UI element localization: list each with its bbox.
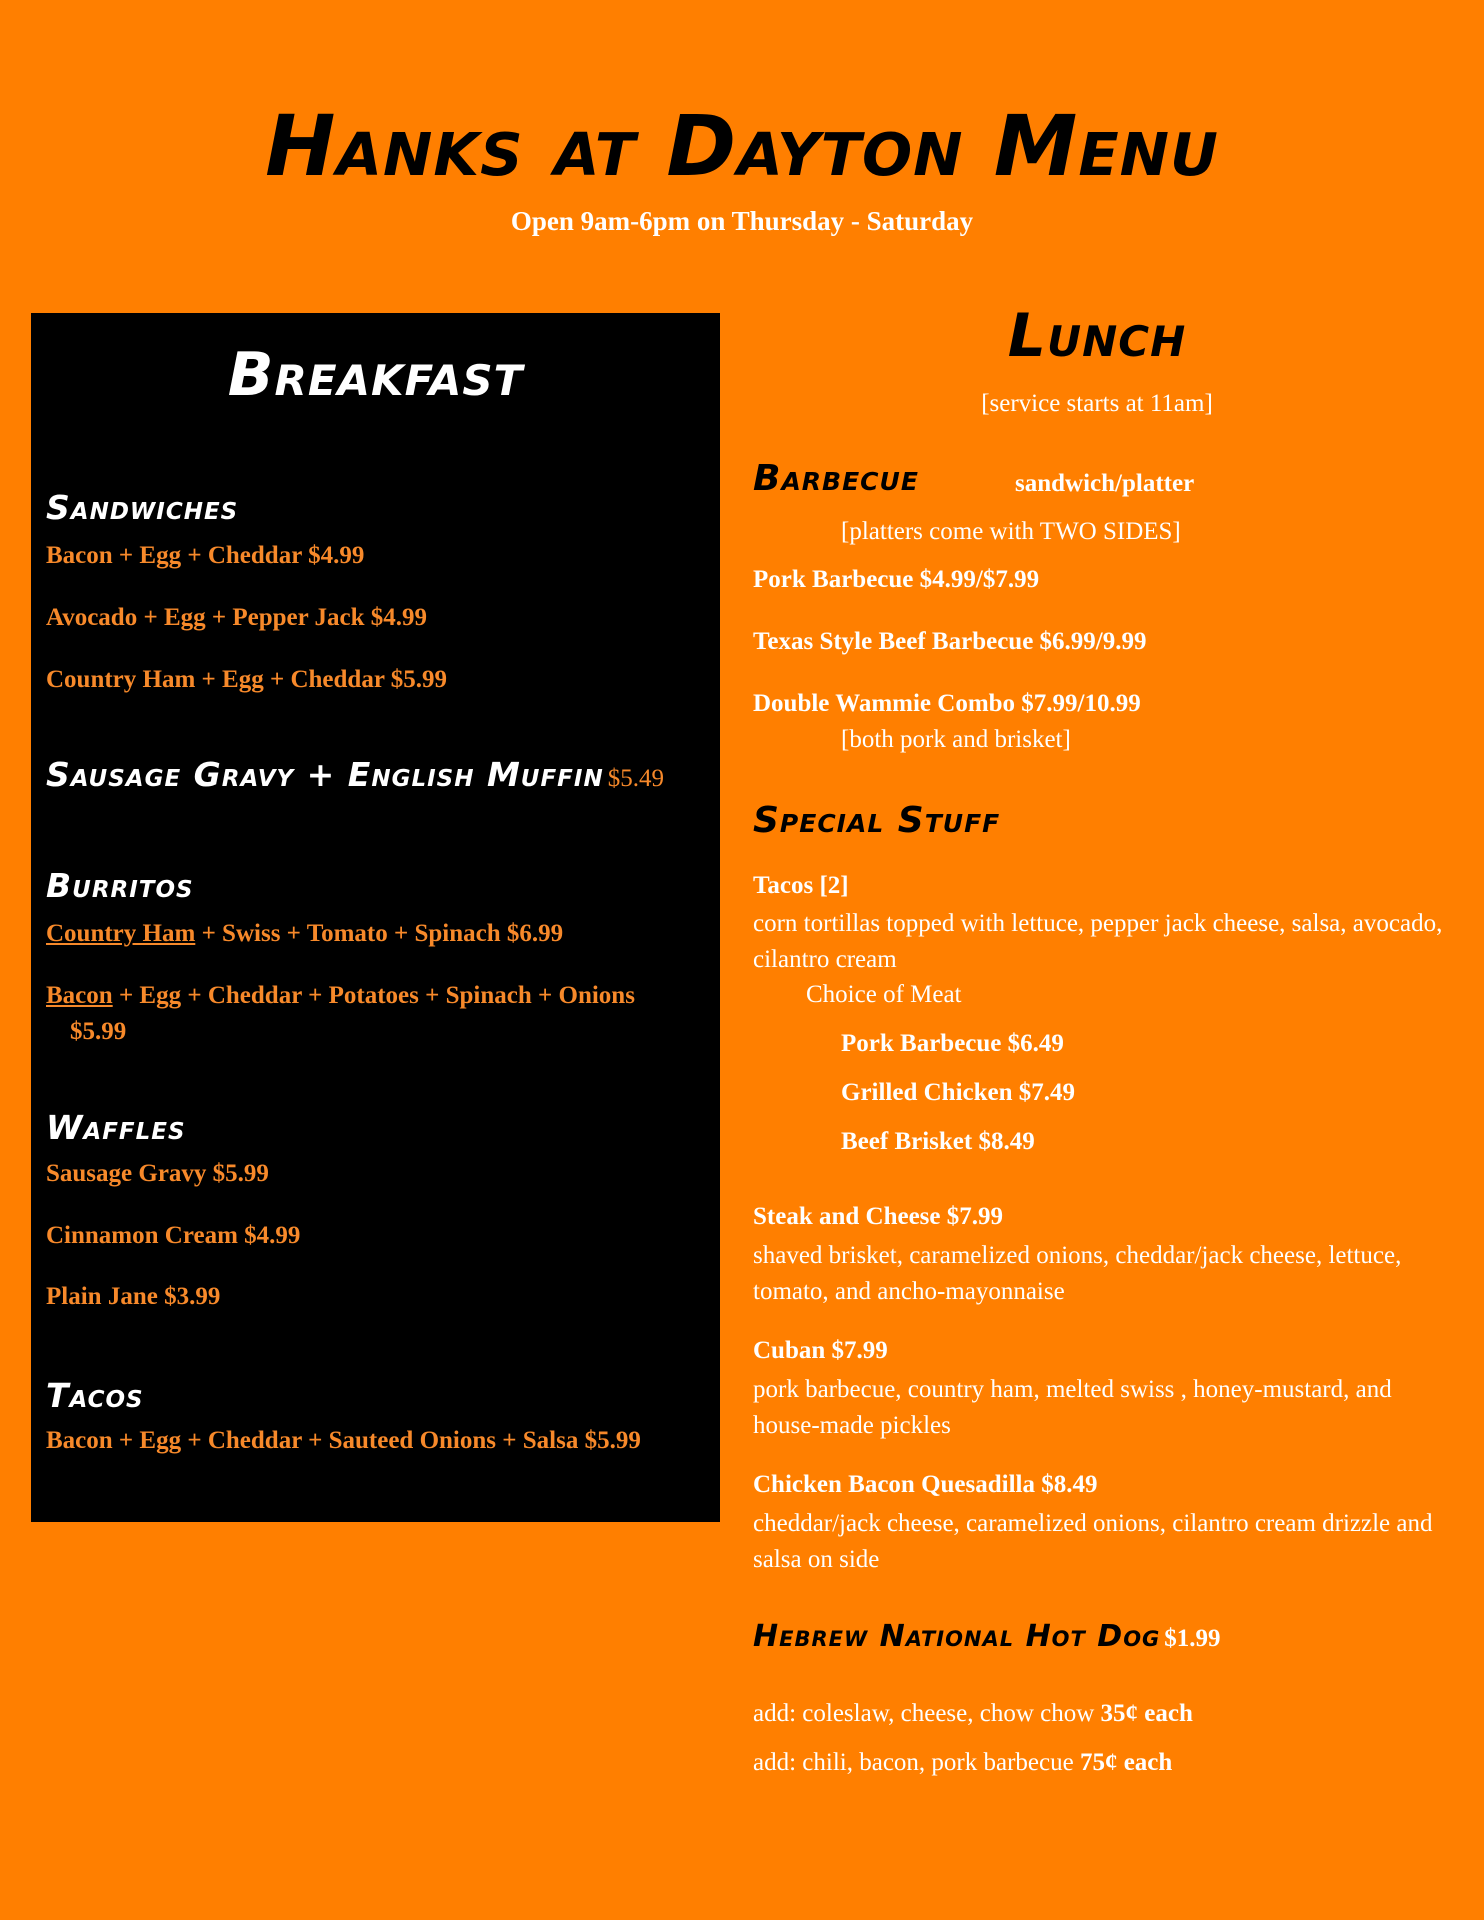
choice-label: Choice of Meat — [806, 981, 962, 1008]
barbecue-note: [platters come with TWO SIDES] — [841, 518, 1181, 545]
sandwich-item: Country Ham + Egg + Cheddar $5.99 — [46, 666, 447, 693]
combo-note: [both pork and brisket] — [841, 726, 1071, 753]
burrito-rest: + Swiss + Tomato + Spinach $6.99 — [195, 920, 564, 947]
addon-price: 75¢ each — [1079, 1749, 1173, 1776]
burrito-item — [46, 978, 635, 1014]
addon-line — [753, 1700, 1193, 1728]
burrito-price: $5.99 — [70, 1018, 127, 1045]
hotdog-price: $1.99 — [1164, 1625, 1221, 1652]
hotdog-heading: Hebrew National Hot Dog — [753, 1619, 1161, 1654]
burrito-meat: Country Ham — [46, 920, 196, 947]
page-title: Hanks at Dayton Menu — [265, 97, 1219, 195]
barbecue-subheading: sandwich/platter — [1015, 470, 1195, 497]
page-subtitle: Open 9am-6pm on Thursday - Saturday — [510, 206, 974, 236]
burrito-rest: + Egg + Cheddar + Potatoes + Spinach + Onions — [112, 982, 635, 1009]
burrito-item — [46, 916, 563, 952]
gravy-line — [46, 755, 664, 794]
addon-text: add: coleslaw, cheese, chow chow — [753, 1700, 1101, 1727]
addon-line — [753, 1749, 1172, 1777]
lunch-note: [service starts at 11am] — [981, 390, 1213, 417]
waffle-item: Sausage Gravy $5.99 — [46, 1160, 269, 1187]
burritos-heading: Burritos — [46, 866, 194, 905]
cuban-title: Cuban $7.99 — [753, 1337, 888, 1364]
sandwiches-heading: Sandwiches — [46, 488, 239, 527]
sandwich-item: Bacon + Egg + Cheddar $4.99 — [46, 542, 365, 569]
tacos-title: Tacos [2] — [753, 872, 849, 899]
barbecue-item: Double Wammie Combo $7.99/10.99 — [753, 690, 1141, 717]
waffle-item: Cinnamon Cream $4.99 — [46, 1222, 301, 1249]
barbecue-heading: Barbecue — [753, 458, 919, 499]
barbecue-item: Pork Barbecue $4.99/$7.99 — [753, 566, 1040, 593]
meat-option: Grilled Chicken $7.49 — [841, 1079, 1076, 1106]
steak-title: Steak and Cheese $7.99 — [753, 1203, 1004, 1230]
tacos-description: corn tortillas topped with lettuce, pepper jack cheese, salsa, avocado, cilantro cream — [753, 910, 1443, 973]
waffles-heading: Waffles — [46, 1108, 186, 1147]
sandwich-item: Avocado + Egg + Pepper Jack $4.99 — [46, 604, 428, 631]
barbecue-item: Texas Style Beef Barbecue $6.99/9.99 — [753, 628, 1147, 655]
cuban-description: pork barbecue, country ham, melted swiss , honey-mustard, and house-made pickles — [753, 1376, 1392, 1439]
hotdog-line — [753, 1619, 1221, 1654]
burrito-meat: Bacon — [46, 982, 113, 1009]
quesadilla-description: cheddar/jack cheese, caramelized onions, cilantro cream drizzle and salsa on side — [753, 1510, 1433, 1573]
meat-option: Beef Brisket $8.49 — [841, 1128, 1035, 1155]
lunch-title: Lunch — [1007, 301, 1187, 371]
gravy-price: $5.49 — [607, 765, 664, 792]
breakfast-panel — [31, 313, 720, 1522]
breakfast-title: Breakfast — [227, 340, 524, 410]
addon-price: 35¢ each — [1100, 1700, 1193, 1727]
taco-item: Bacon + Egg + Cheddar + Sauteed Onions + Salsa $5.99 — [46, 1427, 641, 1454]
waffle-item: Plain Jane $3.99 — [46, 1283, 221, 1310]
tacos-heading: Tacos — [46, 1376, 144, 1415]
quesadilla-title: Chicken Bacon Quesadilla $8.49 — [753, 1471, 1098, 1498]
meat-option: Pork Barbecue $6.49 — [841, 1030, 1064, 1057]
addon-text: add: chili, bacon, pork barbecue — [753, 1749, 1080, 1776]
special-heading: Special Stuff — [753, 800, 1001, 841]
steak-description: shaved brisket, caramelized onions, cheddar/jack cheese, lettuce, tomato, and ancho-mayonnaise — [753, 1242, 1402, 1305]
gravy-heading: Sausage Gravy + English Muffin — [46, 755, 604, 794]
